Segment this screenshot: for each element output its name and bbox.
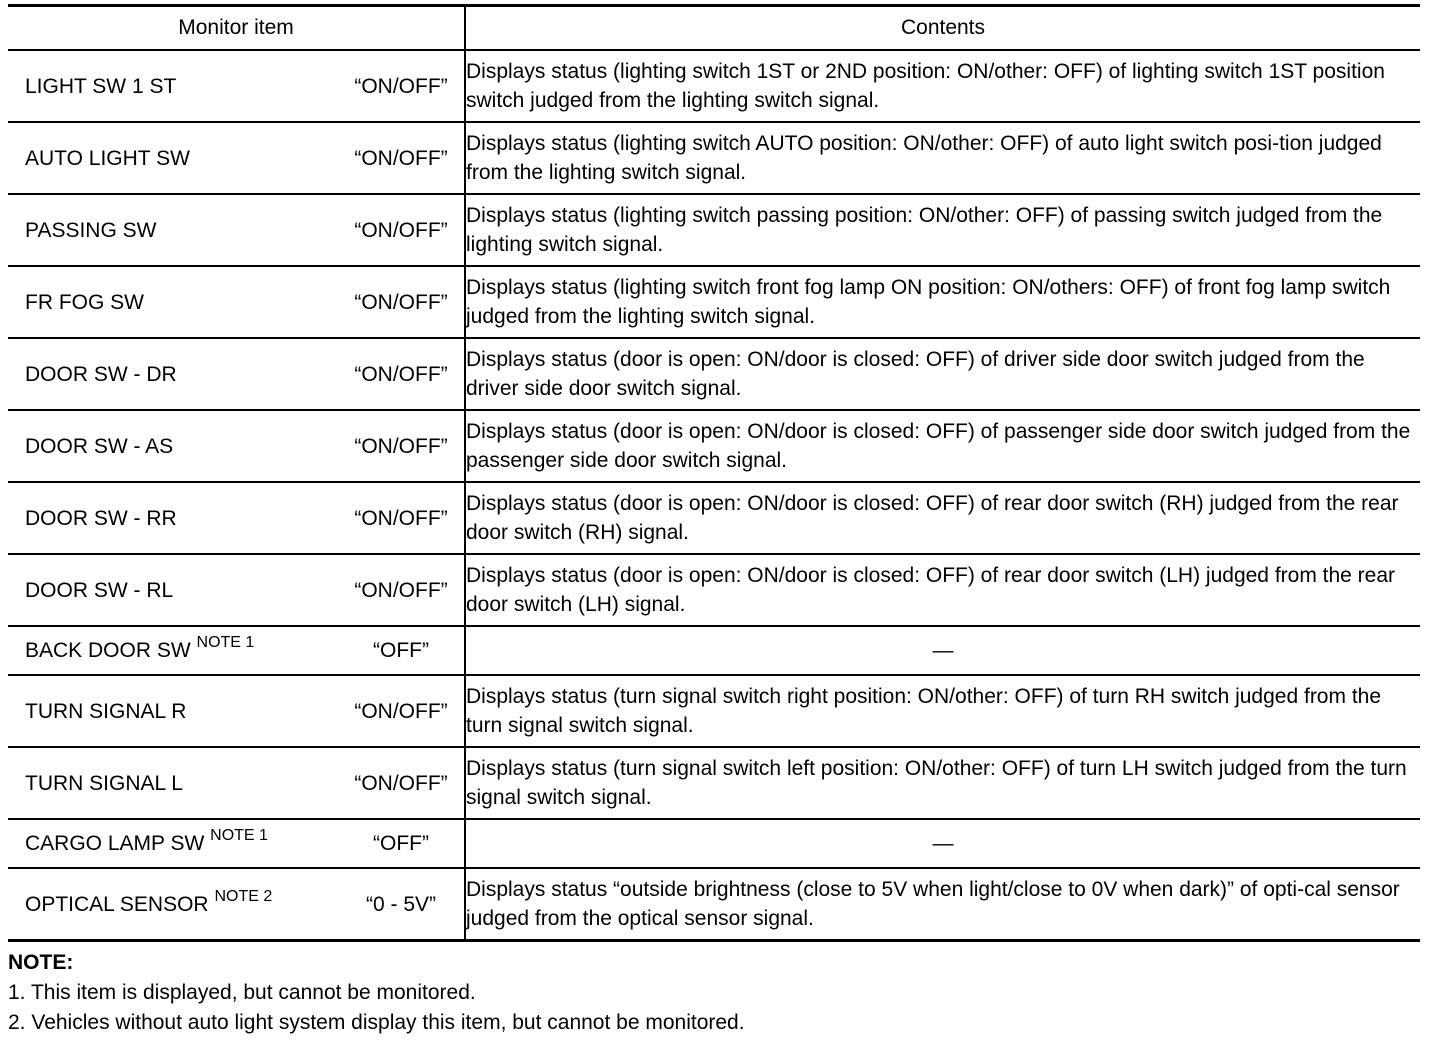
monitor-item-label: DOOR SW - DR	[25, 362, 177, 386]
monitor-item-note-ref: NOTE 1	[210, 827, 268, 844]
monitor-item-label: DOOR SW - AS	[25, 434, 174, 458]
monitor-item-label: FR FOG SW	[25, 290, 144, 314]
monitor-item-wrap	[8, 697, 464, 726]
monitor-item-value: “OFF”	[373, 832, 429, 855]
monitor-item-wrap	[8, 576, 464, 605]
monitor-item-name	[25, 697, 186, 726]
monitor-item-cell	[8, 122, 465, 194]
contents-cell: Displays status (lighting switch AUTO position: ON/other: OFF) of auto light switch posi-tion judged from the lighting switch signal.	[465, 122, 1420, 194]
monitor-item-name	[25, 769, 183, 798]
monitor-item-cell	[8, 675, 465, 747]
monitor-item-value: “OFF”	[373, 639, 429, 662]
monitor-item-label: AUTO LIGHT SW	[25, 146, 190, 170]
contents-cell: Displays status (turn signal switch left position: ON/other: OFF) of turn LH switch judged from the turn signal switch signal.	[465, 747, 1420, 819]
contents-cell: Displays status (turn signal switch right position: ON/other: OFF) of turn RH switch judged from the turn signal switch signal.	[465, 675, 1420, 747]
monitor-item-value: “ON/OFF”	[354, 218, 448, 242]
monitor-item-name	[25, 288, 144, 317]
table-row	[8, 747, 1420, 819]
header-contents: Contents	[465, 6, 1420, 51]
table-row	[8, 266, 1420, 338]
contents-cell: Displays status (door is open: ON/door is closed: OFF) of rear door switch (RH) judged from the rear door switch (RH) signal.	[465, 482, 1420, 554]
monitor-item-cell	[8, 482, 465, 554]
monitor-item-wrap	[8, 829, 464, 858]
monitor-item-name	[25, 887, 273, 919]
monitor-item-label: TURN SIGNAL L	[25, 771, 183, 795]
monitor-item-label: OPTICAL SENSOR	[25, 892, 209, 916]
monitor-item-cell	[8, 819, 465, 868]
monitor-item-value: “ON/OFF”	[354, 362, 448, 386]
monitor-item-wrap	[8, 887, 464, 919]
monitor-item-label: TURN SIGNAL R	[25, 699, 187, 723]
table-row	[8, 554, 1420, 626]
monitor-item-name	[25, 576, 173, 605]
contents-cell: Displays status “outside brightness (close to 5V when light/close to 0V when dark)” of opti-cal sensor judged from the optical sensor signal.	[465, 868, 1420, 941]
contents-cell: Displays status (door is open: ON/door is closed: OFF) of driver side door switch judged from the driver side door switch signal.	[465, 338, 1420, 410]
monitor-item-cell	[8, 266, 465, 338]
table-row	[8, 868, 1420, 941]
monitor-item-value: “0 - 5V”	[365, 892, 436, 916]
monitor-item-cell	[8, 554, 465, 626]
monitor-item-wrap	[8, 432, 464, 461]
monitor-item-wrap	[8, 360, 464, 389]
monitor-item-name	[25, 360, 177, 389]
table-row	[8, 410, 1420, 482]
monitor-item-wrap	[8, 636, 464, 665]
monitor-item-label: CARGO LAMP SW	[25, 832, 205, 855]
monitor-item-cell	[8, 626, 465, 675]
document	[8, 4, 1420, 1038]
monitor-item-note-ref: NOTE 1	[196, 634, 255, 651]
monitor-item-table	[8, 4, 1420, 942]
table-header-row	[8, 6, 1420, 51]
monitor-item-name	[25, 504, 177, 533]
monitor-item-cell	[8, 747, 465, 819]
monitor-item-cell	[8, 410, 465, 482]
monitor-item-label: DOOR SW - RL	[25, 578, 174, 602]
contents-cell: Displays status (door is open: ON/door is closed: OFF) of passenger side door switch judged from the passenger side door switch signal.	[465, 410, 1420, 482]
monitor-item-wrap	[8, 144, 464, 173]
monitor-item-value: “ON/OFF”	[354, 506, 448, 530]
contents-cell: Displays status (lighting switch passing position: ON/other: OFF) of passing switch judged from the lighting switch signal.	[465, 194, 1420, 266]
monitor-item-value: “ON/OFF”	[354, 434, 448, 458]
monitor-item-label: DOOR SW - RR	[25, 506, 177, 530]
contents-cell: Displays status (lighting switch 1ST or 2ND position: ON/other: OFF) of lighting switch 1ST position switch judged from the lighting switch signal.	[466, 60, 1385, 112]
contents-cell: —	[465, 819, 1420, 868]
monitor-item-label: BACK DOOR SW	[25, 639, 191, 662]
note-item-1: 1. This item is displayed, but cannot be monitored.	[8, 981, 476, 1004]
monitor-item-cell	[8, 194, 465, 266]
notes-title: NOTE:	[8, 951, 74, 974]
monitor-item-value: “ON/OFF”	[354, 74, 448, 98]
monitor-item-wrap	[8, 504, 464, 533]
monitor-item-wrap	[8, 769, 464, 798]
note-item-2: 2. Vehicles without auto light system display this item, but cannot be monitored.	[8, 1011, 745, 1034]
monitor-item-value: “ON/OFF”	[354, 578, 448, 602]
monitor-item-cell	[8, 338, 465, 410]
header-monitor-item: Monitor item	[8, 6, 465, 51]
monitor-item-cell	[8, 868, 465, 941]
table-row	[8, 50, 1420, 122]
monitor-item-wrap	[8, 72, 464, 101]
table-row	[8, 675, 1420, 747]
monitor-item-name	[25, 216, 156, 245]
table-row	[8, 819, 1420, 868]
contents-cell: Displays status (lighting switch front fog lamp ON position: ON/others: OFF) of front fog lamp switch judged from the lighting switch signal.	[465, 266, 1420, 338]
monitor-item-cell	[8, 50, 465, 122]
monitor-item-label: PASSING SW	[25, 218, 157, 242]
monitor-item-value: “ON/OFF”	[354, 146, 448, 170]
monitor-item-wrap	[8, 288, 464, 317]
table-row	[8, 122, 1420, 194]
monitor-item-note-ref: NOTE 2	[214, 887, 273, 905]
monitor-item-label: LIGHT SW 1 ST	[25, 74, 177, 98]
monitor-item-name	[25, 636, 254, 665]
table-row	[8, 482, 1420, 554]
table-row	[8, 338, 1420, 410]
monitor-item-wrap	[8, 216, 464, 245]
monitor-item-name	[25, 432, 173, 461]
table-body	[8, 50, 1420, 941]
monitor-item-name	[25, 72, 176, 101]
monitor-item-value: “ON/OFF”	[354, 699, 448, 723]
notes-section	[8, 948, 1420, 1038]
contents-cell: —	[465, 626, 1420, 675]
monitor-item-name	[25, 144, 190, 173]
table-row	[8, 626, 1420, 675]
contents-cell: Displays status (door is open: ON/door is closed: OFF) of rear door switch (LH) judged from the rear door switch (LH) signal.	[465, 554, 1420, 626]
monitor-item-name	[25, 829, 268, 858]
monitor-item-value: “ON/OFF”	[354, 771, 448, 795]
table-row	[8, 194, 1420, 266]
monitor-item-value: “ON/OFF”	[354, 290, 448, 314]
